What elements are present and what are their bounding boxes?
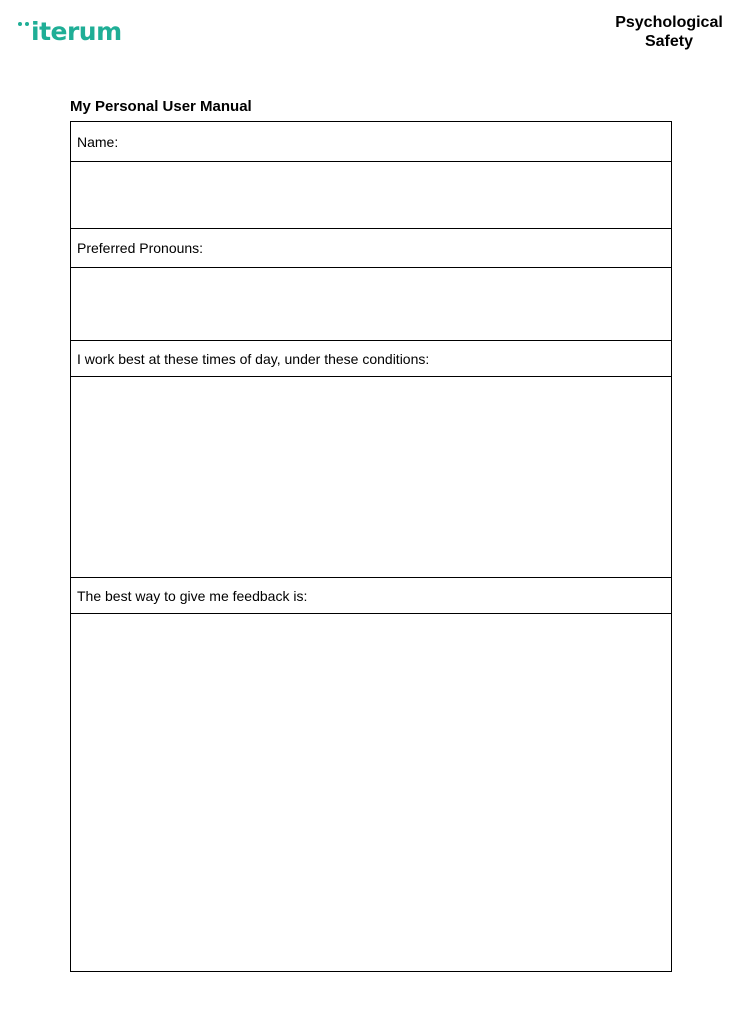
feedback-answer-field[interactable] — [71, 614, 671, 971]
work-conditions-label-row — [71, 341, 671, 377]
topic-line-2: Safety — [644, 33, 694, 50]
name-label: Name: — [77, 133, 119, 150]
pronouns-answer-field[interactable] — [71, 268, 671, 341]
topic-line-1: Psychological — [615, 14, 723, 31]
feedback-label: The best way to give me feedback is: — [77, 587, 308, 604]
logo-text: iterum — [31, 17, 122, 46]
name-answer-field[interactable] — [71, 162, 671, 229]
logo-dots-icon — [18, 22, 29, 26]
work-conditions-answer-field[interactable] — [71, 377, 671, 578]
pronouns-label-row — [71, 229, 671, 268]
work-conditions-label: I work best at these times of day, under these conditions: — [77, 350, 430, 367]
pronouns-label: Preferred Pronouns: — [77, 240, 204, 256]
iterum-logo — [18, 18, 122, 46]
name-label-row — [71, 122, 671, 162]
feedback-label-row — [71, 578, 671, 614]
document-title: My Personal User Manual — [70, 98, 252, 115]
topic-heading — [614, 13, 724, 51]
user-manual-form — [70, 121, 672, 972]
